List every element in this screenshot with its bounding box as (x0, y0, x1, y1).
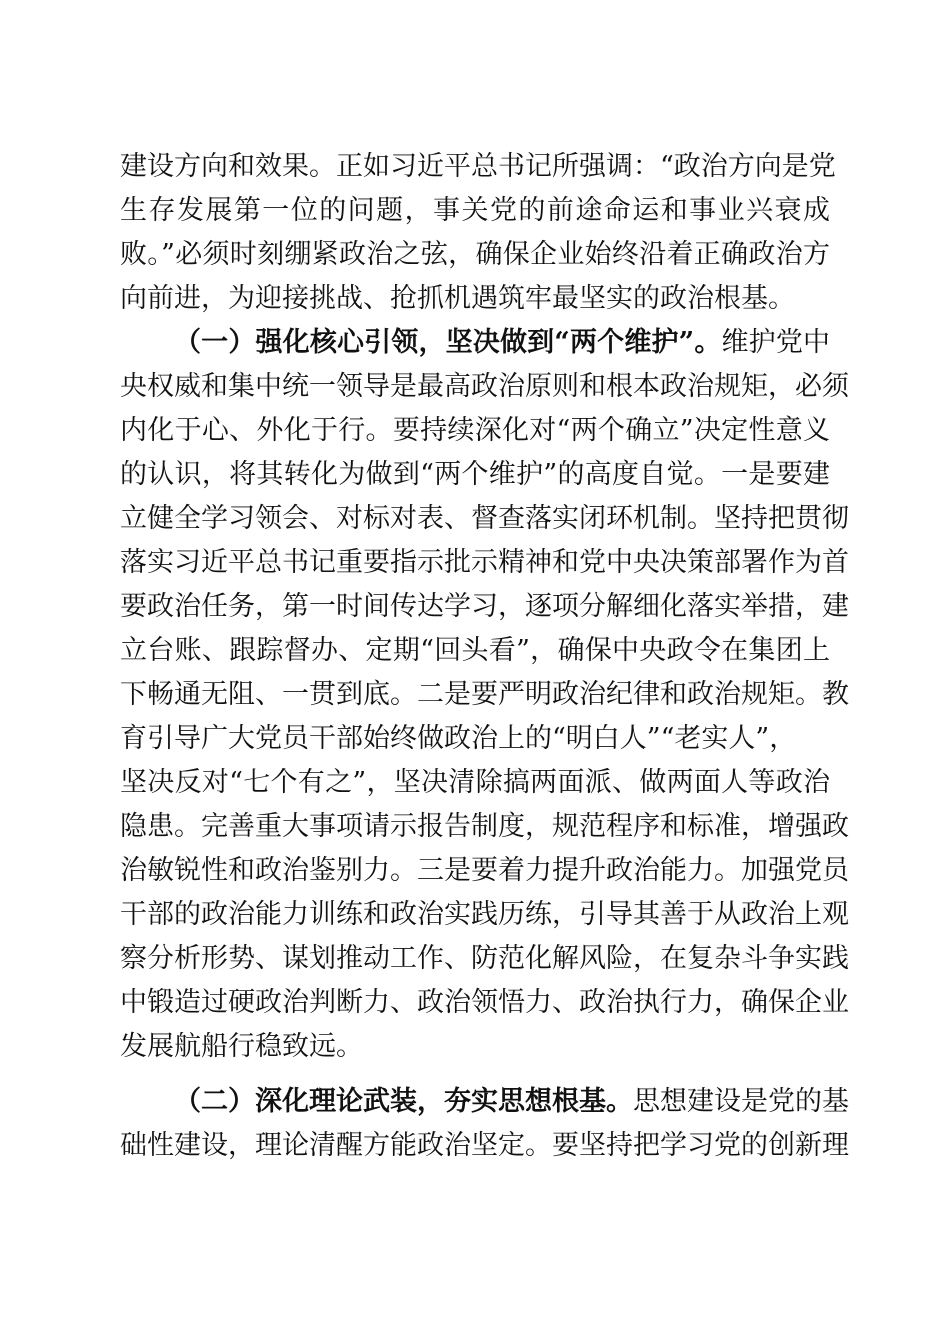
text-line: 隐患。完善重大事项请示报告制度，规范程序和标准，增强政 (120, 811, 849, 842)
text-line: 要政治任务，第一时间传达学习，逐项分解细化落实举措，建 (120, 591, 849, 622)
text-line: 落实习近平总书记重要指示批示精神和党中央决策部署作为首 (120, 547, 849, 578)
text-line: 发展航船行稳致远。 (120, 1031, 363, 1062)
section-heading-line (174, 321, 830, 365)
text-line: 生存发展第一位的问题，事关党的前途命运和事业兴衰成 (120, 195, 830, 226)
paragraph-text: 思想建设是党的基 (633, 1086, 849, 1117)
text-line: 败。”必须时刻绷紧政治之弦，确保企业始终沿着正确政治方 (120, 239, 830, 270)
text-line: 下畅通无阻、一贯到底。二是要严明政治纪律和政治规矩。教 (120, 679, 849, 710)
text-line: 中锻造过硬政治判断力、政治领悟力、政治执行力，确保企业 (120, 987, 849, 1018)
text-line: 立健全学习领会、对标对表、督查落实闭环机制。坚持把贯彻 (120, 503, 849, 534)
text-line: 础性建设，理论清醒方能政治坚定。要坚持把学习党的创新理 (120, 1130, 849, 1161)
text-line: 治敏锐性和政治鉴别力。三是要着力提升政治能力。加强党员 (120, 855, 849, 886)
text-line: 立台账、跟踪督办、定期“回头看”，确保中央政令在集团上 (120, 635, 830, 666)
text-line: 向前进，为迎接挑战、抢抓机遇筑牢最坚实的政治根基。 (120, 283, 795, 314)
text-line: 坚决反对“七个有之”，坚决清除搞两面派、做两面人等政治 (120, 767, 830, 798)
text-line: 的认识，将其转化为做到“两个维护”的高度自觉。一是要建 (120, 459, 830, 490)
text-line: 育引导广大党员干部始终做政治上的“明白人”“老实人”， (120, 723, 797, 754)
text-line: 察分析形势、谋划推动工作、防范化解风险，在复杂斗争实践 (120, 943, 849, 974)
paragraph-text: 维护党中 (721, 327, 831, 358)
text-line: 干部的政治能力训练和政治实践历练，引导其善于从政治上观 (120, 899, 849, 930)
text-line: 央权威和集中统一领导是最高政治原则和根本政治规矩，必须 (120, 371, 849, 402)
text-line: 内化于心、外化于行。要持续深化对“两个确立”决定性意义 (120, 415, 830, 446)
section-heading: （一）强化核心引领，坚决做到“两个维护”。 (174, 327, 722, 358)
section-heading-line (174, 1080, 849, 1124)
text-line: 建设方向和效果。正如习近平总书记所强调：“政治方向是党 (120, 151, 836, 182)
section-heading: （二）深化理论武装，夯实思想根基。 (174, 1086, 633, 1117)
